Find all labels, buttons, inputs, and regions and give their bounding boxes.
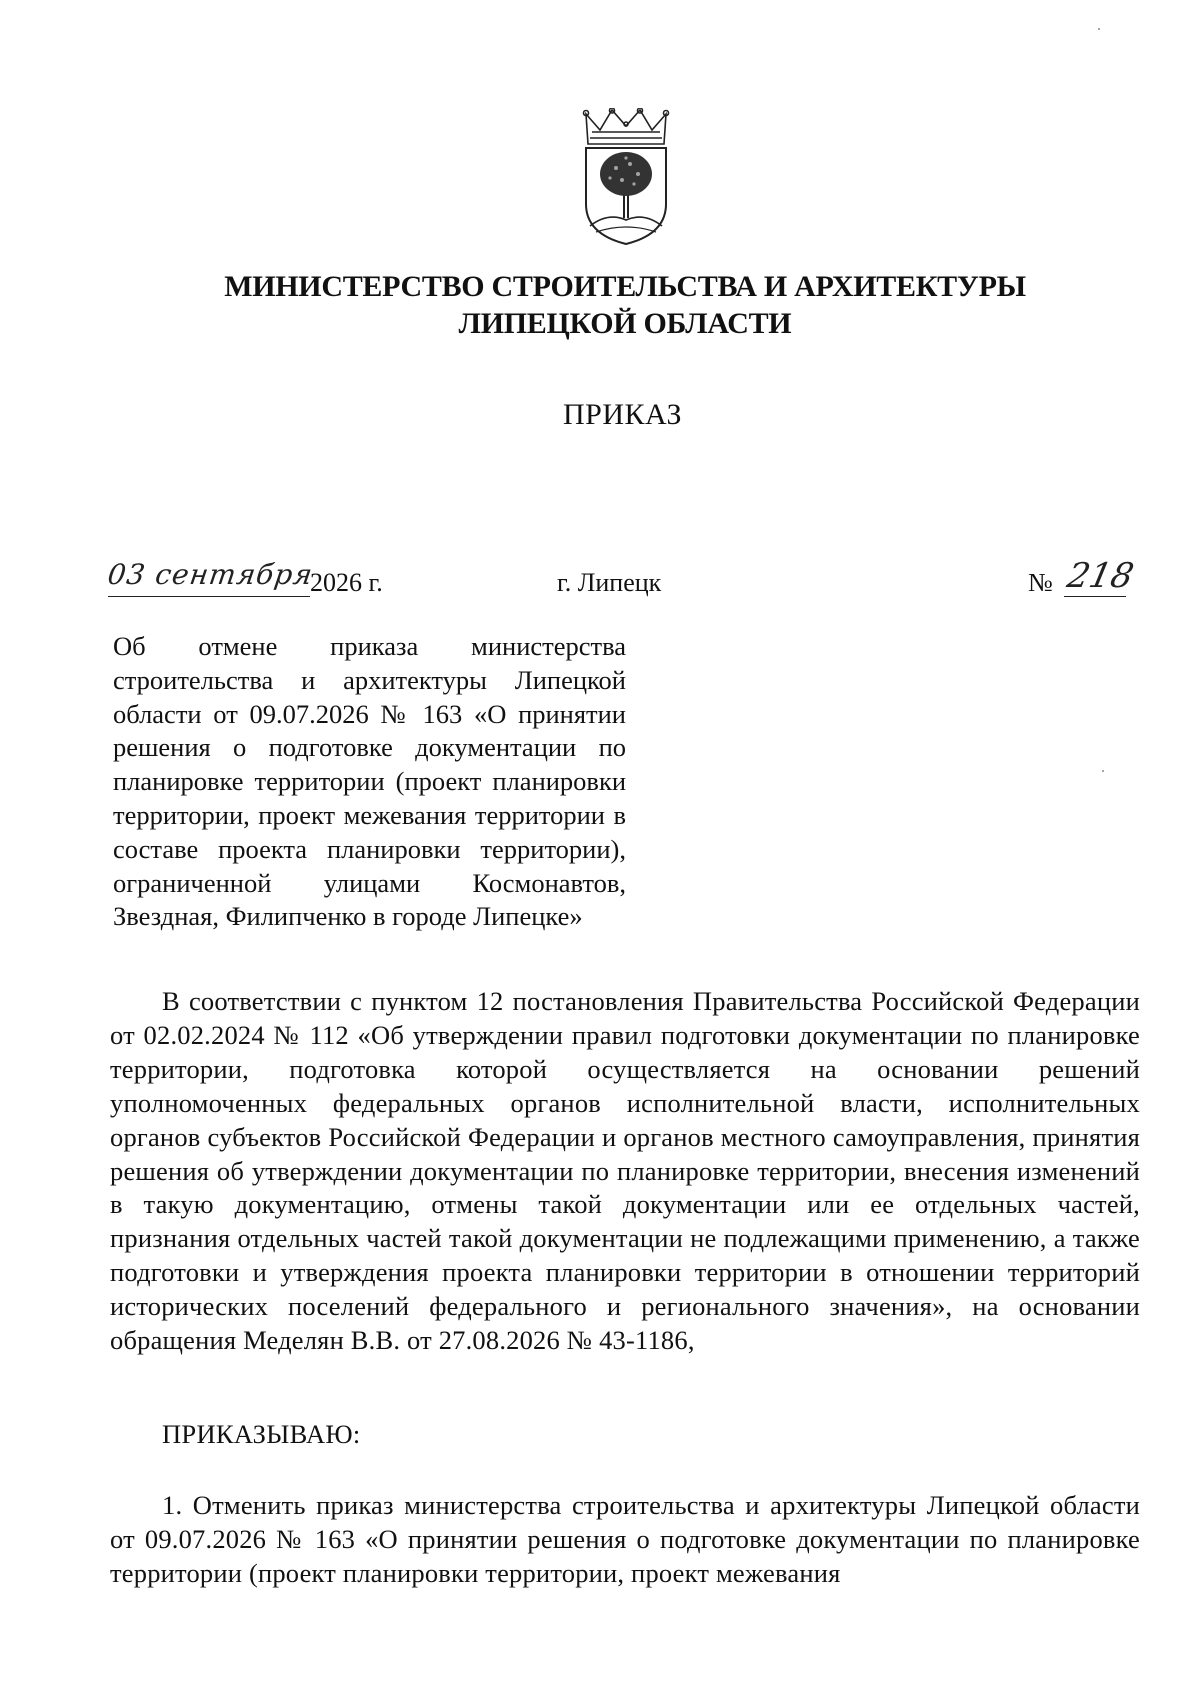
- ministry-name: [0, 268, 1200, 342]
- city-name: г. Липецк: [557, 568, 662, 597]
- order-subject: Об отмене приказа министерства строительства и архитектуры Липецкой области от 09.07.2026 № 163 «О принятии решения о подготовке документации по планировке территории (проект планировки территории, проект межевания территории в составе проекта планировки территории), ограниченной улицами Космонавтов, Звездная, Филипченко в городе Липецке»: [113, 631, 626, 932]
- number-underline: [1064, 596, 1126, 597]
- preamble-paragraph: В соответствии с пунктом 12 постановления Правительства Российской Федерации от 02.02.2024 № 112 «Об утверждении правил подготовки документации по планировке территории, подготовка которой осуществляется на основании решений уполномоченных федеральных органов исполнительной власти, исполнительных органов субъектов Российской Федерации и органов местного самоуправления, принятия решения об утверждении документации по планировке территории, внесения изменений в такую документацию, отмены такой документации или ее отдельных частей, признания отдельных частей такой документации не подлежащими применению, а также подготовки и утверждения проекта планировки территории в отношении территорий исторических поселений федерального и регионального значения», на основании обращения Меделян В.В. от 27.08.2026 № 43-1186,: [110, 986, 1140, 1356]
- scan-speck: [1102, 770, 1104, 772]
- number-sign: №: [1028, 568, 1053, 597]
- scan-speck: [1098, 28, 1100, 30]
- coat-of-arms-emblem: [578, 108, 674, 248]
- order-item-1: 1. Отменить приказ министерства строительства и архитектуры Липецкой области от 09.07.2026 № 163 «О принятии решения о подготовке документации по планировке территории (проект планировки территории, проект межевания: [110, 1490, 1140, 1588]
- handwritten-date: 03 сентября: [105, 558, 316, 591]
- ministry-name-line2: ЛИПЕЦКОЙ ОБЛАСТИ: [458, 307, 792, 340]
- handwritten-order-number: 218: [1063, 556, 1138, 596]
- date-year: 2026 г.: [310, 568, 383, 597]
- decree-word: ПРИКАЗЫВАЮ:: [162, 1419, 361, 1449]
- date-underline: [108, 596, 310, 597]
- document-type-title: ПРИКАЗ: [563, 398, 682, 431]
- ministry-name-line1: МИНИСТЕРСТВО СТРОИТЕЛЬСТВА И АРХИТЕКТУРЫ: [224, 270, 1026, 303]
